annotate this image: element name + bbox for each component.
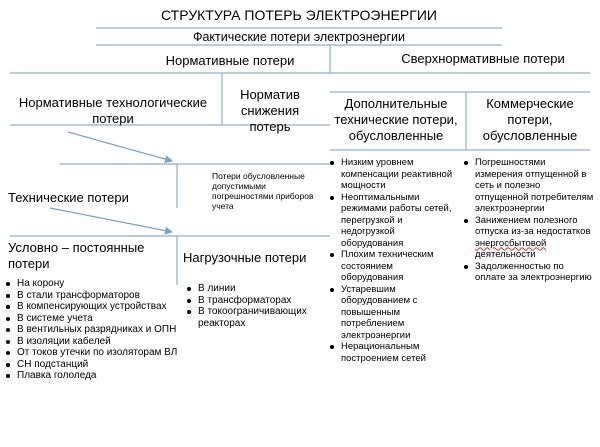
list-item: В линии	[185, 283, 325, 295]
list-item: Неоптимальными режимами работы сетей, перегрузкой и недогрузкой оборудования	[328, 192, 456, 250]
technical-losses-node: Технические потери	[8, 190, 129, 205]
list-item: В токоограничивающих реакторах	[185, 306, 325, 329]
list-item: Задолженностью по оплате за электроэнергию	[462, 261, 594, 284]
load-losses-node: Нагрузочные потери	[183, 250, 307, 265]
list-item: Погрешностями измерения отпущенной в сеть и полезно отпущенной потребителям электроэнергии	[462, 157, 594, 215]
list-item: В вентильных разрядниках и ОПН	[4, 324, 189, 336]
list-item: Плохим техническим состоянием оборудования	[328, 249, 456, 284]
normative-losses-node: Нормативные потери	[165, 53, 295, 68]
list-item: СН подстанций	[4, 359, 189, 371]
list-item: Нерациональным построением сетей	[328, 341, 456, 364]
list-item: Занижением полезного отпуска из-за недостатков энергосбытовой деятельности	[462, 215, 594, 261]
list-item: В стали трансформаторов	[4, 290, 189, 302]
commercial-items-list	[462, 157, 594, 284]
commercial-losses-node: Коммерческие потери, обусловленные	[482, 96, 578, 143]
conditional-items-list	[4, 278, 189, 382]
list-item: Плавка гололеда	[4, 370, 189, 382]
technological-losses-node: Нормативные технологические потери	[18, 95, 208, 126]
additional-items-list	[328, 157, 456, 364]
list-item: В компенсирующих устройствах	[4, 301, 189, 313]
list-item: От токов утечки по изоляторам ВЛ	[4, 347, 189, 359]
list-item: Устаревшим оборудованием с повышенным потреблением электроэнергии	[328, 284, 456, 342]
list-item: В изоляции кабелей	[4, 336, 189, 348]
arrow-to-technical-split	[50, 208, 172, 232]
list-item: Низким уровнем компенсации реактивной мощности	[328, 157, 456, 192]
metering-error-annotation: Потери обусловленные допустимыми погрешностями приборов учета	[212, 171, 314, 211]
reduction-norm-node: Норматив снижения потерь	[240, 87, 300, 134]
diagram-title: СТРУКТУРА ПОТЕРЬ ЭЛЕКТРОЭНЕРГИИ	[161, 7, 437, 23]
list-item: В системе учета	[4, 313, 189, 325]
arrow-to-annotation	[68, 132, 172, 161]
conditional-losses-node: Условно – постоянные потери	[8, 240, 145, 271]
load-items-list	[185, 283, 325, 329]
additional-technical-node: Дополнительные технические потери, обусловленные	[334, 96, 458, 143]
list-item: На корону	[4, 278, 189, 290]
list-item: В трансформаторах	[185, 295, 325, 307]
root-node: Фактические потери электроэнергии	[192, 30, 406, 44]
excess-losses-node: Сверхнормативные потери	[401, 51, 565, 66]
